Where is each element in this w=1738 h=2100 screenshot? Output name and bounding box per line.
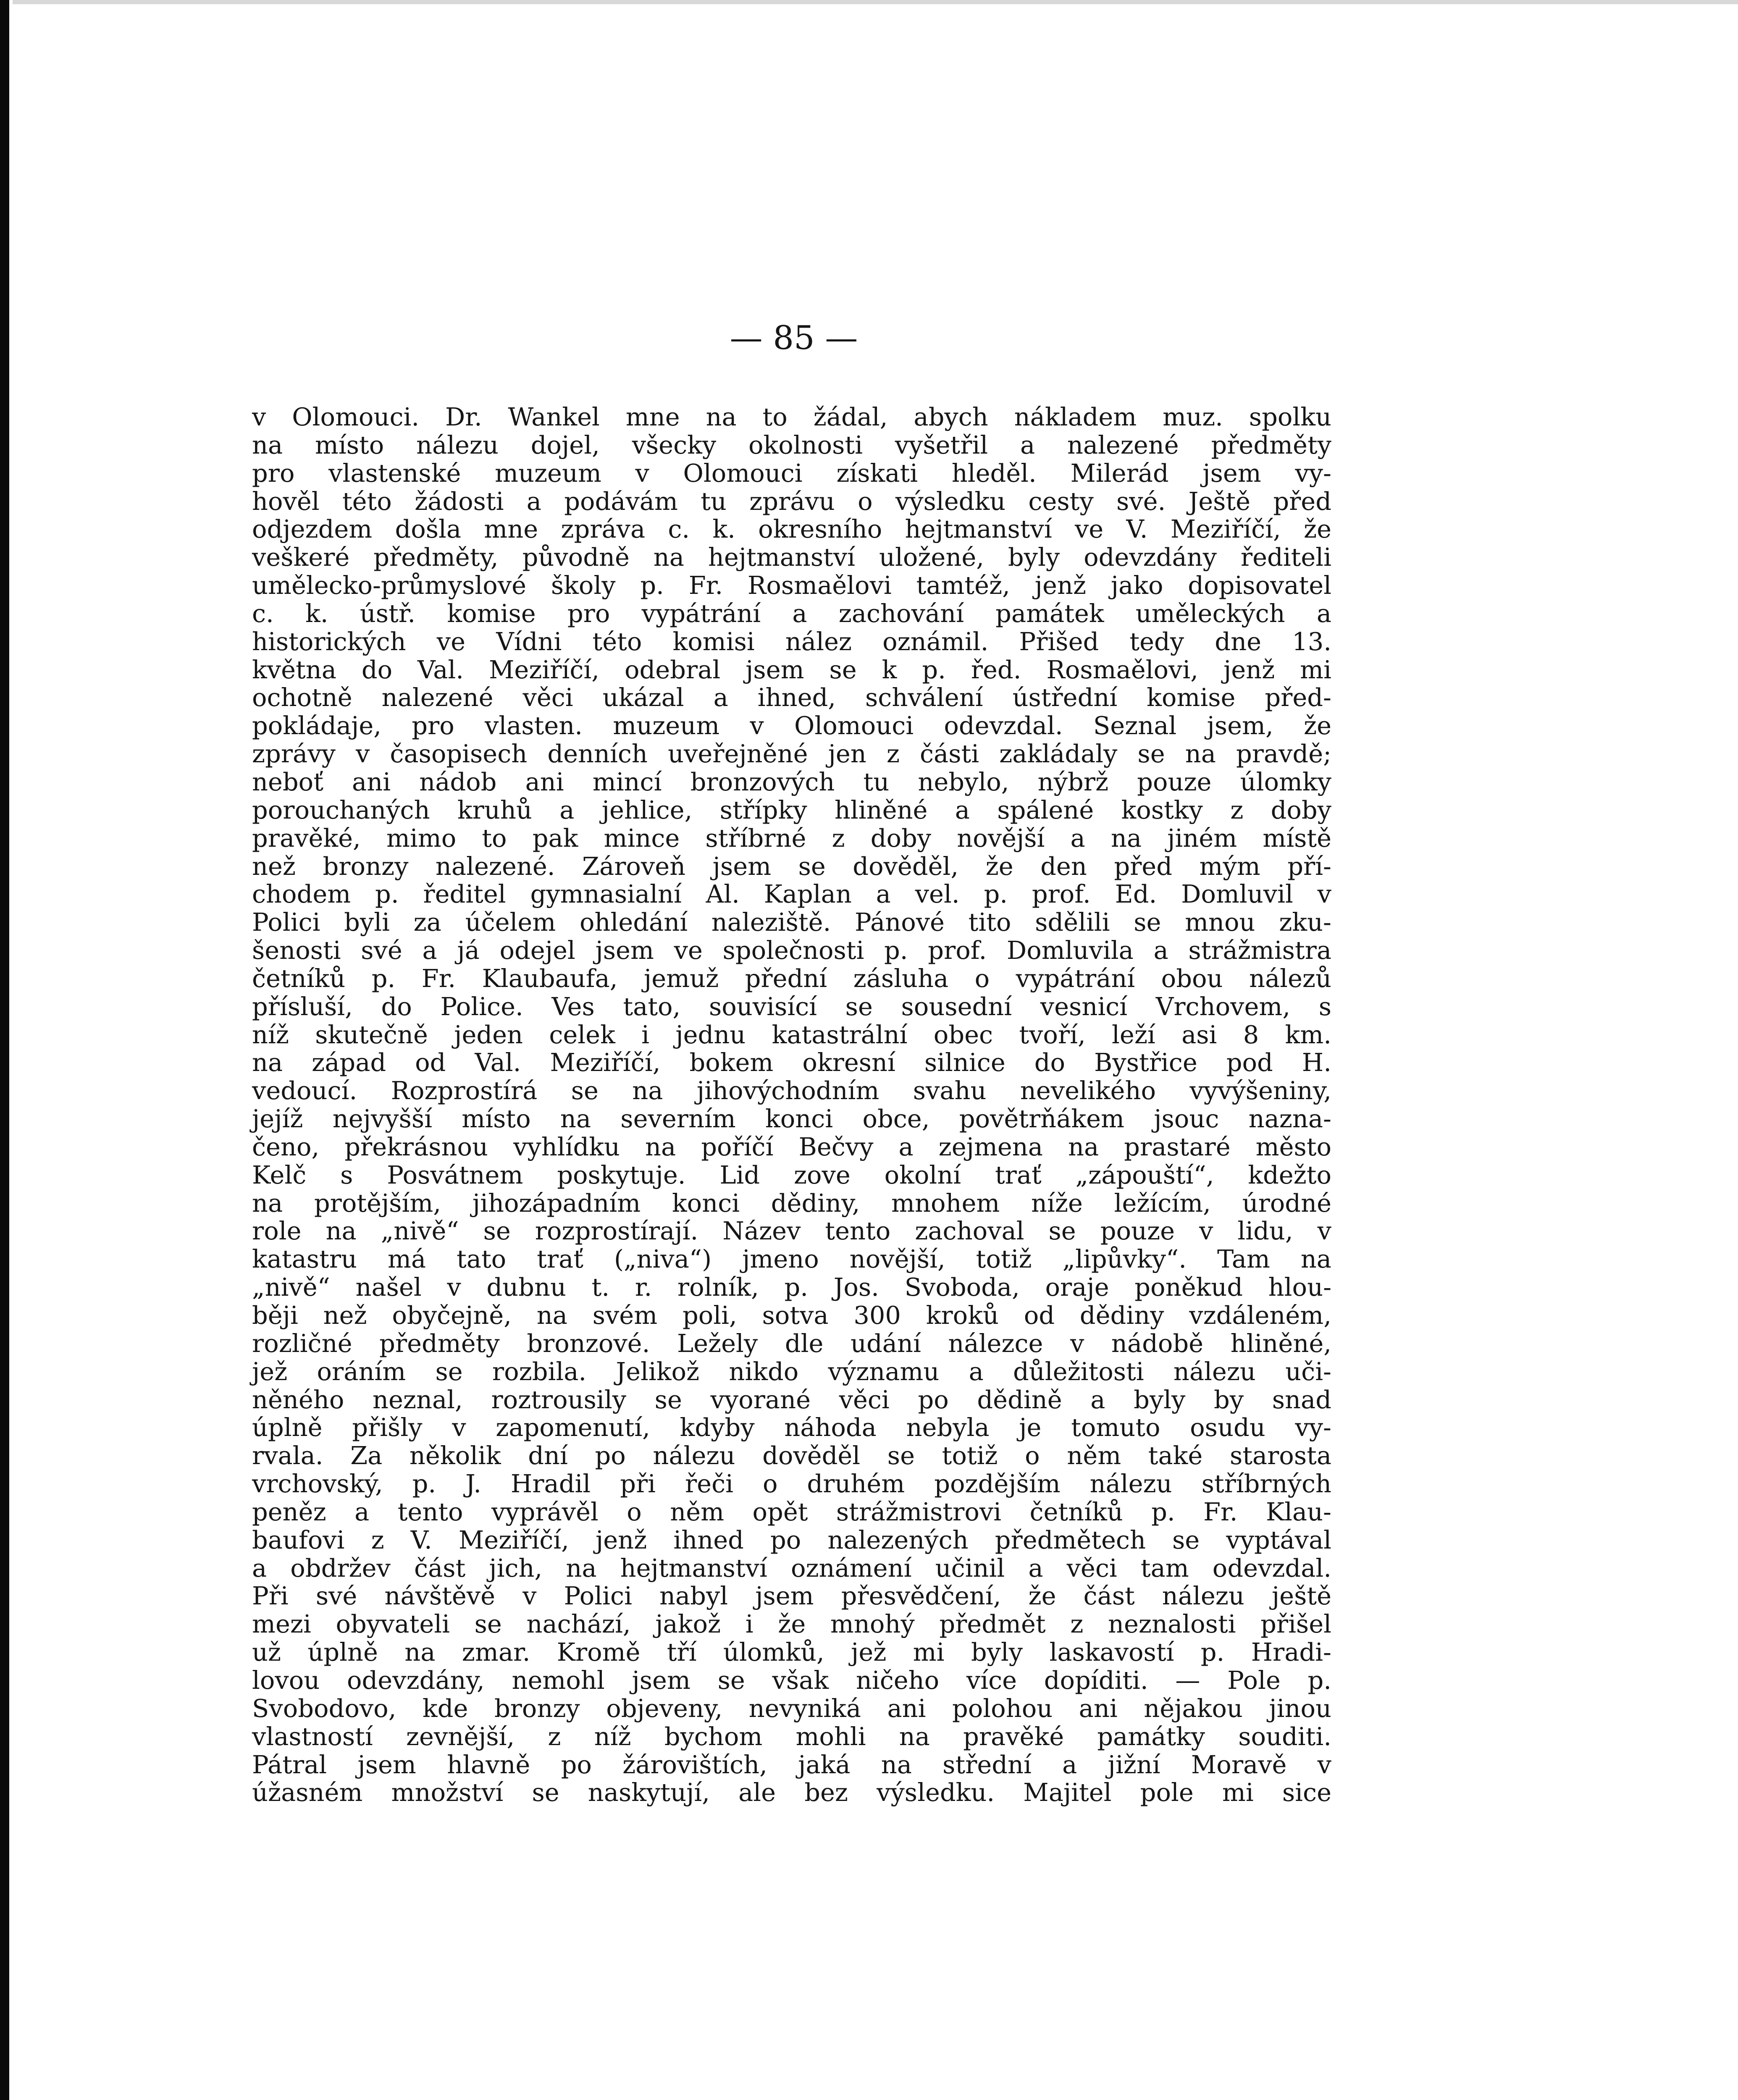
text-line: neboť ani nádob ani mincí bronzových tu nebylo, nýbrž pouze úlomky [252,767,1331,796]
text-line: ochotně nalezené věci ukázal a ihned, schválení ústřední komise před- [252,683,1331,712]
text-line: na místo nálezu dojel, všecky okolnosti vyšetřil a nalezené předměty [252,430,1331,459]
text-line: rvala. Za několik dní po nálezu dověděl se totiž o něm také starosta [252,1441,1331,1470]
text-line: na západ od Val. Meziříčí, bokem okresní silnice do Bystřice pod H. [252,1048,1331,1077]
text-line: chodem p. ředitel gymnasialní Al. Kaplan a vel. p. prof. Ed. Domluvil v [252,879,1331,909]
text-line: lovou odevzdány, nemohl jsem se však ničeho více dopíditi. — Pole p. [252,1665,1331,1695]
text-line: katastru má tato trať („niva“) jmeno novější, totiž „lipůvky“. Tam na [252,1244,1331,1274]
text-line: umělecko-průmyslové školy p. Fr. Rosmaělovi tamtéž, jenž jako dopisovatel [252,571,1331,600]
page-number: — 85 — [730,319,858,357]
text-line: vrchovský, p. J. Hradil při řeči o druhém pozdějším nálezu stříbrných [252,1469,1331,1499]
text-line: porouchaných kruhů a jehlice, střípky hliněné a spálené kostky z doby [252,795,1331,824]
text-line: úplně přišly v zapomenutí, kdyby náhoda nebyla je tomuto osudu vy- [252,1413,1331,1442]
text-line: běji než obyčejně, na svém poli, sotva 300 kroků od dědiny vzdáleném, [252,1301,1331,1330]
body-text [252,403,1331,1807]
text-line: pokládaje, pro vlasten. muzeum v Olomouci odevzdal. Seznal jsem, že [252,711,1331,740]
text-line: úžasném množství se naskytují, ale bez výsledku. Majitel pole mi sice [252,1778,1331,1807]
text-line: Polici byli za účelem ohledání naleziště. Pánové tito sdělili se mnou zku- [252,908,1331,937]
text-line: čeno, překrásnou vyhlídku na poříčí Bečvy a zejmena na prastaré město [252,1132,1331,1161]
text-line: už úplně na zmar. Kromě tří úlomků, jež mi byly laskavostí p. Hradi- [252,1638,1331,1667]
text-line: baufovi z V. Meziříčí, jenž ihned po nalezených předmětech se vyptával [252,1525,1331,1554]
text-line: veškeré předměty, původně na hejtmanství uložené, byly odevzdány řediteli [252,543,1331,572]
text-line: c. k. ústř. komise pro vypátrání a zachování památek uměleckých a [252,598,1331,628]
text-line: Pátral jsem hlavně po žárovištích, jaká na střední a jižní Moravě v [252,1750,1331,1779]
text-line: jež oráním se rozbila. Jelikož nikdo významu a důležitosti nálezu uči- [252,1357,1331,1386]
text-line: role na „nivě“ se rozprostírají. Název tento zachoval se pouze v lidu, v [252,1216,1331,1246]
text-line: šenosti své a já odejel jsem ve společnosti p. prof. Domluvila a strážmistra [252,936,1331,965]
text-line: něného neznal, roztrousily se vyorané věci po dědině a byly by snad [252,1385,1331,1414]
text-line: níž skutečně jeden celek i jednu katastrální obec tvoří, leží asi 8 km. [252,1020,1331,1049]
text-line: hověl této žádosti a podávám tu zprávu o výsledku cesty své. Ještě před [252,486,1331,516]
text-line: května do Val. Meziříčí, odebral jsem se k p. řed. Rosmaělovi, jenž mi [252,655,1331,684]
text-line: než bronzy nalezené. Zároveň jsem se dověděl, že den před mým pří- [252,851,1331,881]
text-line: četníků p. Fr. Klaubaufa, jemuž přední zásluha o vypátrání obou nálezů [252,963,1331,993]
text-line: pro vlastenské muzeum v Olomouci získati hleděl. Milerád jsem vy- [252,458,1331,488]
text-line: Kelč s Posvátnem poskytuje. Lid zove okolní trať „zápouští“, kdežto [252,1160,1331,1189]
text-line: přísluší, do Police. Ves tato, souvisící se sousední vesnicí Vrchovem, s [252,992,1331,1021]
text-line: Svobodovo, kde bronzy objeveny, nevyniká ani polohou ani nějakou jinou [252,1693,1331,1723]
text-line: Při své návštěvě v Polici nabyl jsem přesvědčení, že část nálezu ještě [252,1581,1331,1611]
text-line: rozličné předměty bronzové. Ležely dle udání nálezce v nádobě hliněné, [252,1328,1331,1358]
scan-top-edge [13,0,1738,4]
text-line: odjezdem došla mne zpráva c. k. okresního hejtmanství ve V. Meziříčí, že [252,514,1331,544]
text-line: pravěké, mimo to pak mince stříbrné z doby novější a na jiném místě [252,823,1331,853]
text-line: a obdržev část jich, na hejtmanství oznámení učinil a věci tam odevzdal. [252,1553,1331,1583]
text-line: mezi obyvateli se nachází, jakož i že mnohý předmět z neznalosti přišel [252,1609,1331,1639]
scan-left-edge [0,0,9,2100]
text-line: „nivě“ našel v dubnu t. r. rolník, p. Jos. Svoboda, oraje poněkud hlou- [252,1273,1331,1302]
text-line: v Olomouci. Dr. Wankel mne na to žádal, abych nákladem muz. spolku [252,402,1331,431]
text-line: vlastností zevnější, z níž bychom mohli na pravěké památky souditi. [252,1722,1331,1751]
text-line: historických ve Vídni této komisi nález oznámil. Přišed tedy dne 13. [252,627,1331,656]
text-line: zprávy v časopisech denních uveřejněné jen z části zakládaly se na pravdě; [252,739,1331,769]
text-line: peněz a tento vyprávěl o něm opět strážmistrovi četníků p. Fr. Klau- [252,1497,1331,1526]
text-line: vedoucí. Rozprostírá se na jihovýchodním svahu nevelikého vyvýšeniny, [252,1076,1331,1105]
text-line: jejíž nejvyšší místo na severním konci obce, povětrňákem jsouc nazna- [252,1104,1331,1134]
text-line: na protějším, jihozápadním konci dědiny, mnohem níže ležícím, úrodné [252,1188,1331,1218]
